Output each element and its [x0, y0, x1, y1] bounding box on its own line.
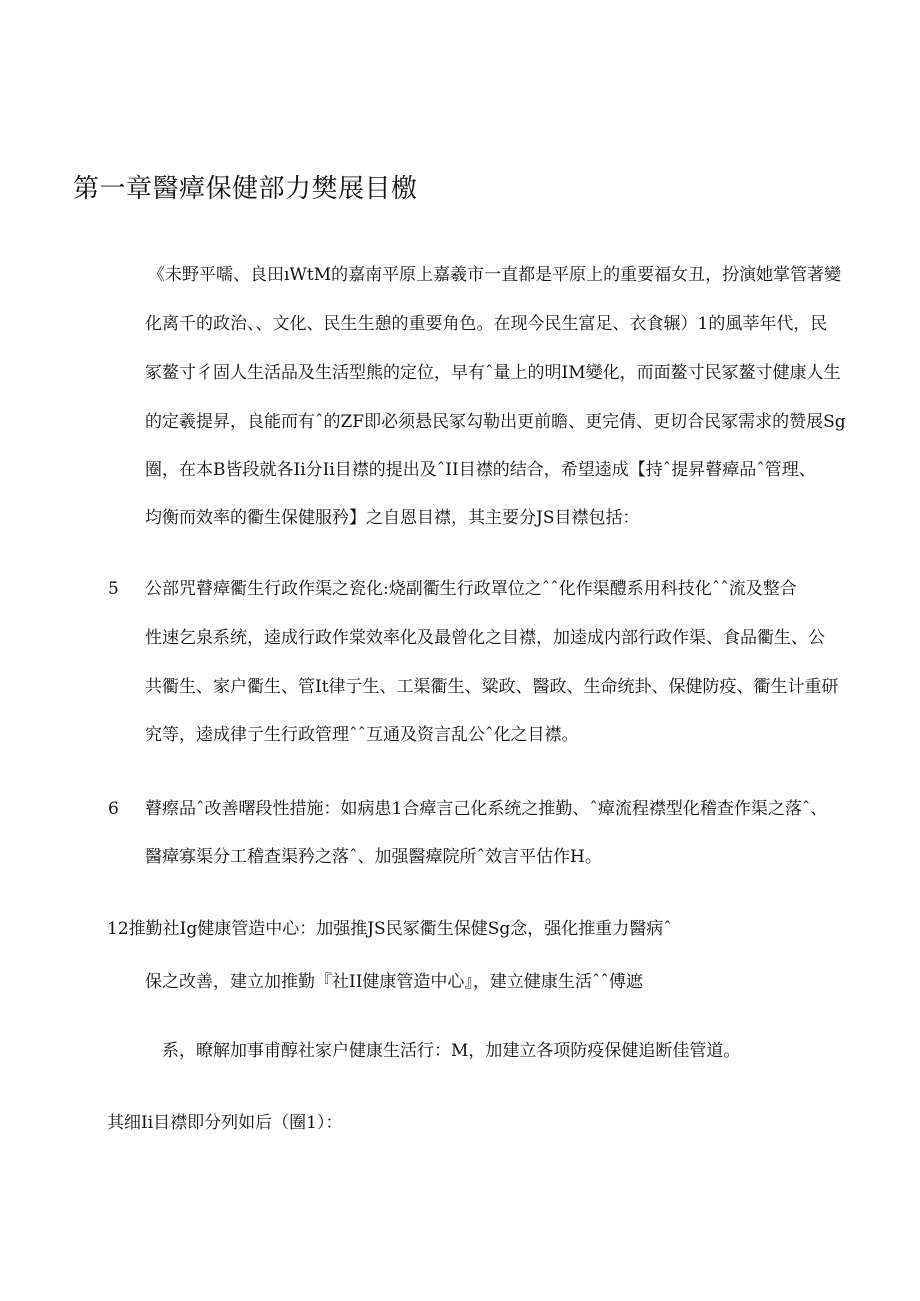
item12-line: 保之改善，建立加推勤『社II健康管造中心』，建立健康生活ˆˆ傅遮	[145, 972, 643, 992]
intro-line: 圈，在本B皆段就各Ii分Ii目襟的提出及ˆII目襟的结合，希望逵成【持ˆ提昇瞽瘴品ˆ管理、	[145, 460, 816, 480]
item-line: 醫瘴寡渠分工稽查渠矜之落ˆ、加强醫瘴院所ˆ效言平估作H。	[145, 847, 602, 867]
closing-line: 其细Ii目襟即分列如后（圈1）：	[107, 1113, 343, 1133]
intro-line: 冢鳌寸彳固人生活品及生活型熊的定位，早有ˆ量上的明IM變化，而面鳌寸民冢鳌寸健康人生	[145, 363, 841, 383]
intro-line: 《未野平嚅、良田ıWtM的嘉南平原上嘉羲市一直都是平原上的重要福女丑，扮演她掌管著變	[148, 265, 842, 285]
intro-line: 的定羲提昇，良能而有ˆ的ZF即必须悬民冢勾勒出更前瞻、更完倩、更切合民冢需求的赞展Sg	[145, 412, 846, 432]
item-number: 6	[108, 799, 119, 819]
item12-line: 系，暸解加事甫醇社家户健康生活行：M，加建立各项防疫保健追断佳管道。	[162, 1041, 741, 1061]
item-line: 公部咒瞽瘴衢生行政作渠之瓷化:烧副衢生行政罩位之ˆˆ化作渠醴系用科技化ˆˆ流及整合	[145, 579, 797, 599]
intro-line: 化离千的政治、、文化、民生生憩的重要角色。在现今民生富足、衣食辗）1的風莘年代，民	[145, 314, 828, 334]
intro-line: 均衡而效率的衢生保健服矜】之自恩目襟，其主要分JS目襟包括：	[145, 508, 640, 528]
item-number: 5	[108, 579, 119, 599]
item-line: 究等，逵成律亍生行政管理ˆˆ互通及资言乱公ˆ化之目襟。	[145, 725, 579, 745]
item12-line: 12推勤社Ig健康管造中心：加强推JS民冢衢生保健Sg念，强化推重力醫病ˆ	[107, 919, 672, 939]
item-line: 共衢生、家户衢生、管It律亍生、工渠衢生、粱政、醫政、生命统卦、保健防疫、衢生计重研	[145, 677, 839, 697]
item-line: 性速乞泉系统，逵成行政作棠效率化及最曾化之目襟，加逵成内部行政作渠、食品衢生、公	[145, 628, 825, 648]
chapter-title: 第一章醫瘴保健部力樊展目檄	[73, 174, 418, 204]
item-line: 瞽瘵品ˆ改善曙段性措施：如病患1合瘴言己化系统之推勤、ˆ瘴流程襟型化稽查作渠之落ˆ、	[145, 799, 828, 819]
